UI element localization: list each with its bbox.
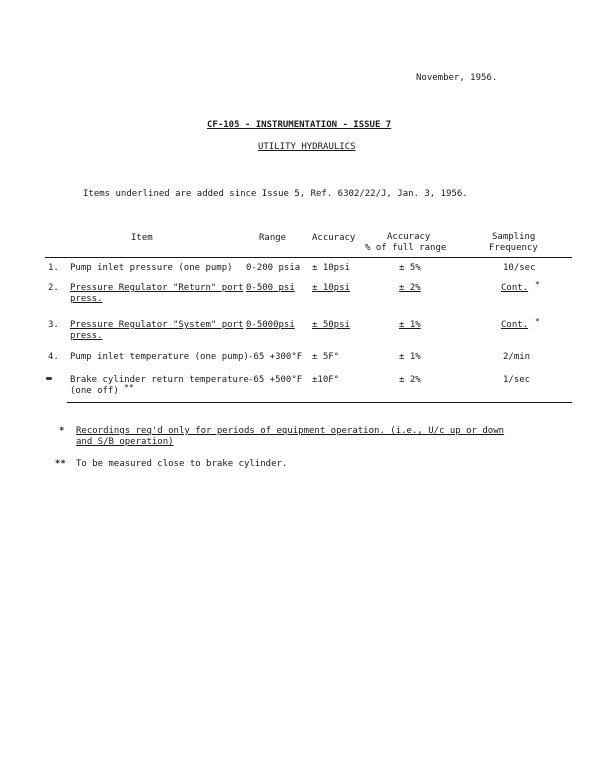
row-frequency: 2/min	[503, 352, 531, 362]
row-footnote-mark: *	[535, 280, 540, 289]
row-frequency: Cont.	[501, 283, 529, 293]
row-number: 1.	[48, 263, 59, 273]
footnote-marker: **	[55, 459, 66, 469]
row-accuracy: ± 50psi	[312, 320, 350, 330]
row-accuracy: ± 10psi	[312, 283, 350, 293]
row-frequency: 1/sec	[503, 375, 531, 385]
document-subtitle: UTILITY HYDRAULICS	[258, 142, 356, 152]
header-sampling-line2: Frequency	[489, 243, 538, 253]
row-number: 3.	[48, 320, 59, 330]
intro-paragraph: Items underlined are added since Issue 5, Ref. 6302/22/J, Jan. 3, 1956.	[83, 189, 468, 199]
row-item-continued: (one off)	[70, 386, 119, 396]
row-range: 0-500 psi	[246, 283, 295, 293]
document-title: CF-105 - INSTRUMENTATION - ISSUE 7	[207, 120, 392, 130]
row-item: Pressure Regulator "Return" port	[70, 283, 244, 293]
footnote-text: Recordings req'd only for periods of equipment operation. (i.e., U/c up or down	[76, 426, 505, 436]
row-item: Brake cylinder return temperature	[70, 375, 249, 385]
header-accuracy-pct-line1: Accuracy	[387, 232, 431, 242]
row-frequency: Cont.	[501, 320, 529, 330]
row-accuracy-pct: ± 1%	[399, 352, 421, 362]
row-number: 2.	[48, 283, 59, 293]
row-frequency: 10/sec	[503, 263, 536, 273]
header-range: Range	[259, 233, 287, 243]
row-accuracy: ± 10psi	[312, 263, 350, 273]
table-top-rule	[45, 257, 572, 258]
row-accuracy: ± 5F°	[312, 352, 340, 362]
header-item: Item	[131, 233, 153, 243]
row-item-footnote-mark: **	[124, 383, 134, 392]
row-number: 4.	[48, 352, 59, 362]
row-item-continued: press.	[70, 331, 103, 341]
footnote-text: To be measured close to brake cylinder.	[76, 459, 288, 469]
row-accuracy-pct: ± 2%	[399, 375, 421, 385]
row-range: -65 +300°F	[248, 352, 303, 362]
row-range: -65 +500°F	[248, 375, 303, 385]
row-accuracy-pct: ± 1%	[399, 320, 421, 330]
header-sampling-line1: Sampling	[492, 232, 536, 242]
row-range: 0-200 psia	[246, 263, 301, 273]
footnote-marker: *	[59, 426, 65, 436]
row-item: Pump inlet temperature (one pump)	[70, 352, 249, 362]
header-accuracy: Accuracy	[312, 233, 356, 243]
row-footnote-mark: *	[535, 317, 540, 326]
row-accuracy: ±10F°	[312, 375, 340, 385]
row-range: 0-5000psi	[246, 320, 295, 330]
row-item-continued: press.	[70, 294, 103, 304]
row-item: Pressure Regulator "System" port	[70, 320, 244, 330]
row-bullet-mark	[46, 377, 52, 380]
footnote-text-continued: and S/B operation)	[76, 437, 174, 447]
row-item: Pump inlet pressure (one pump)	[70, 263, 233, 273]
document-date: November, 1956.	[416, 73, 498, 83]
row-accuracy-pct: ± 5%	[399, 263, 421, 273]
table-bottom-rule	[67, 402, 572, 403]
row-accuracy-pct: ± 2%	[399, 283, 421, 293]
header-accuracy-pct-line2: % of full range	[365, 243, 447, 253]
